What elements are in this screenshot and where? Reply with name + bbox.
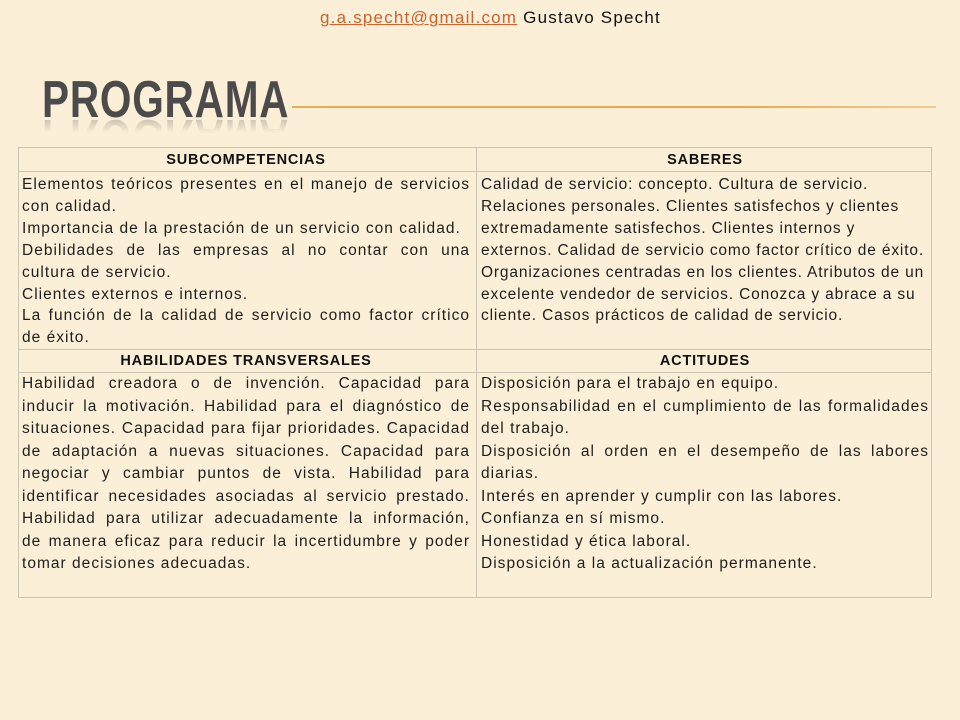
column-header-actitudes: ACTITUDES (477, 350, 932, 373)
actitud-item: Disposición al orden en el desempeño de las labores diarias. (481, 442, 929, 482)
actitud-item: Responsabilidad en el cumplimiento de las formalidades del trabajo. (481, 397, 929, 437)
habilidades-transversales-cell (19, 373, 477, 598)
subcompetencia-item: Importancia de la prestación de un servicio con calidad. (22, 219, 461, 237)
subcompetencia-item: La función de la calidad de servicio como factor crítico de éxito. (22, 307, 470, 347)
actitud-item: Confianza en sí mismo. (481, 510, 666, 527)
program-table (18, 147, 932, 598)
subcompetencia-item: Debilidades de las empresas al no contar con una cultura de servicio. (22, 241, 470, 281)
actitud-item: Honestidad y ética laboral. (481, 532, 692, 550)
actitudes-cell (477, 373, 932, 598)
subcompetencia-item: Elementos teóricos presentes en el manejo de servicios con calidad. (22, 176, 470, 215)
column-header-saberes: SABERES (477, 148, 932, 172)
subcompetencias-cell (19, 172, 477, 350)
subcompetencia-item: Clientes externos e internos. (22, 285, 249, 303)
saberes-text: Calidad de servicio: concepto. Cultura de servicio. Relaciones personales. Clientes satisfechos y clientes extremadamente satisfechos. Clientes internos y externos. Calidad de servicio como factor crítico de éxito. Organizaciones centradas en los clientes. Atributos de un excelente vendedor de servicios. Conozca y abrace a su cliente. Casos prácticos de calidad de servicio. (481, 176, 925, 325)
email-link[interactable]: g.a.specht@gmail.com (320, 8, 518, 27)
actitud-item: Interés en aprender y cumplir con las labores. (481, 487, 843, 505)
author-line (320, 8, 661, 28)
saberes-cell (477, 172, 932, 350)
column-header-subcompetencias: SUBCOMPETENCIAS (19, 148, 477, 172)
column-header-habilidades-transversales: HABILIDADES TRANSVERSALES (19, 350, 477, 373)
author-name: Gustavo Specht (523, 8, 661, 27)
title-underline (292, 106, 936, 108)
actitud-item: Disposición a la actualización permanente. (481, 555, 818, 572)
page-title: PROGRAMA (42, 71, 290, 129)
habilidades-text: Habilidad creadora o de invención. Capacidad para inducir la motivación. Habilidad para el diagnóstico de situaciones. Capacidad para fijar prioridades. Capacidad de adaptación a nuevas situaciones. Capacidad para negociar y cambiar puntos de vista. Habilidad para identificar necesidades asociadas al servicio prestado. Habilidad para utilizar adecuadamente la información, de manera eficaz para reducir la incertidumbre y poder tomar decisiones adecuadas. (22, 375, 470, 572)
actitud-item: Disposición para el trabajo en equipo. (481, 375, 780, 392)
